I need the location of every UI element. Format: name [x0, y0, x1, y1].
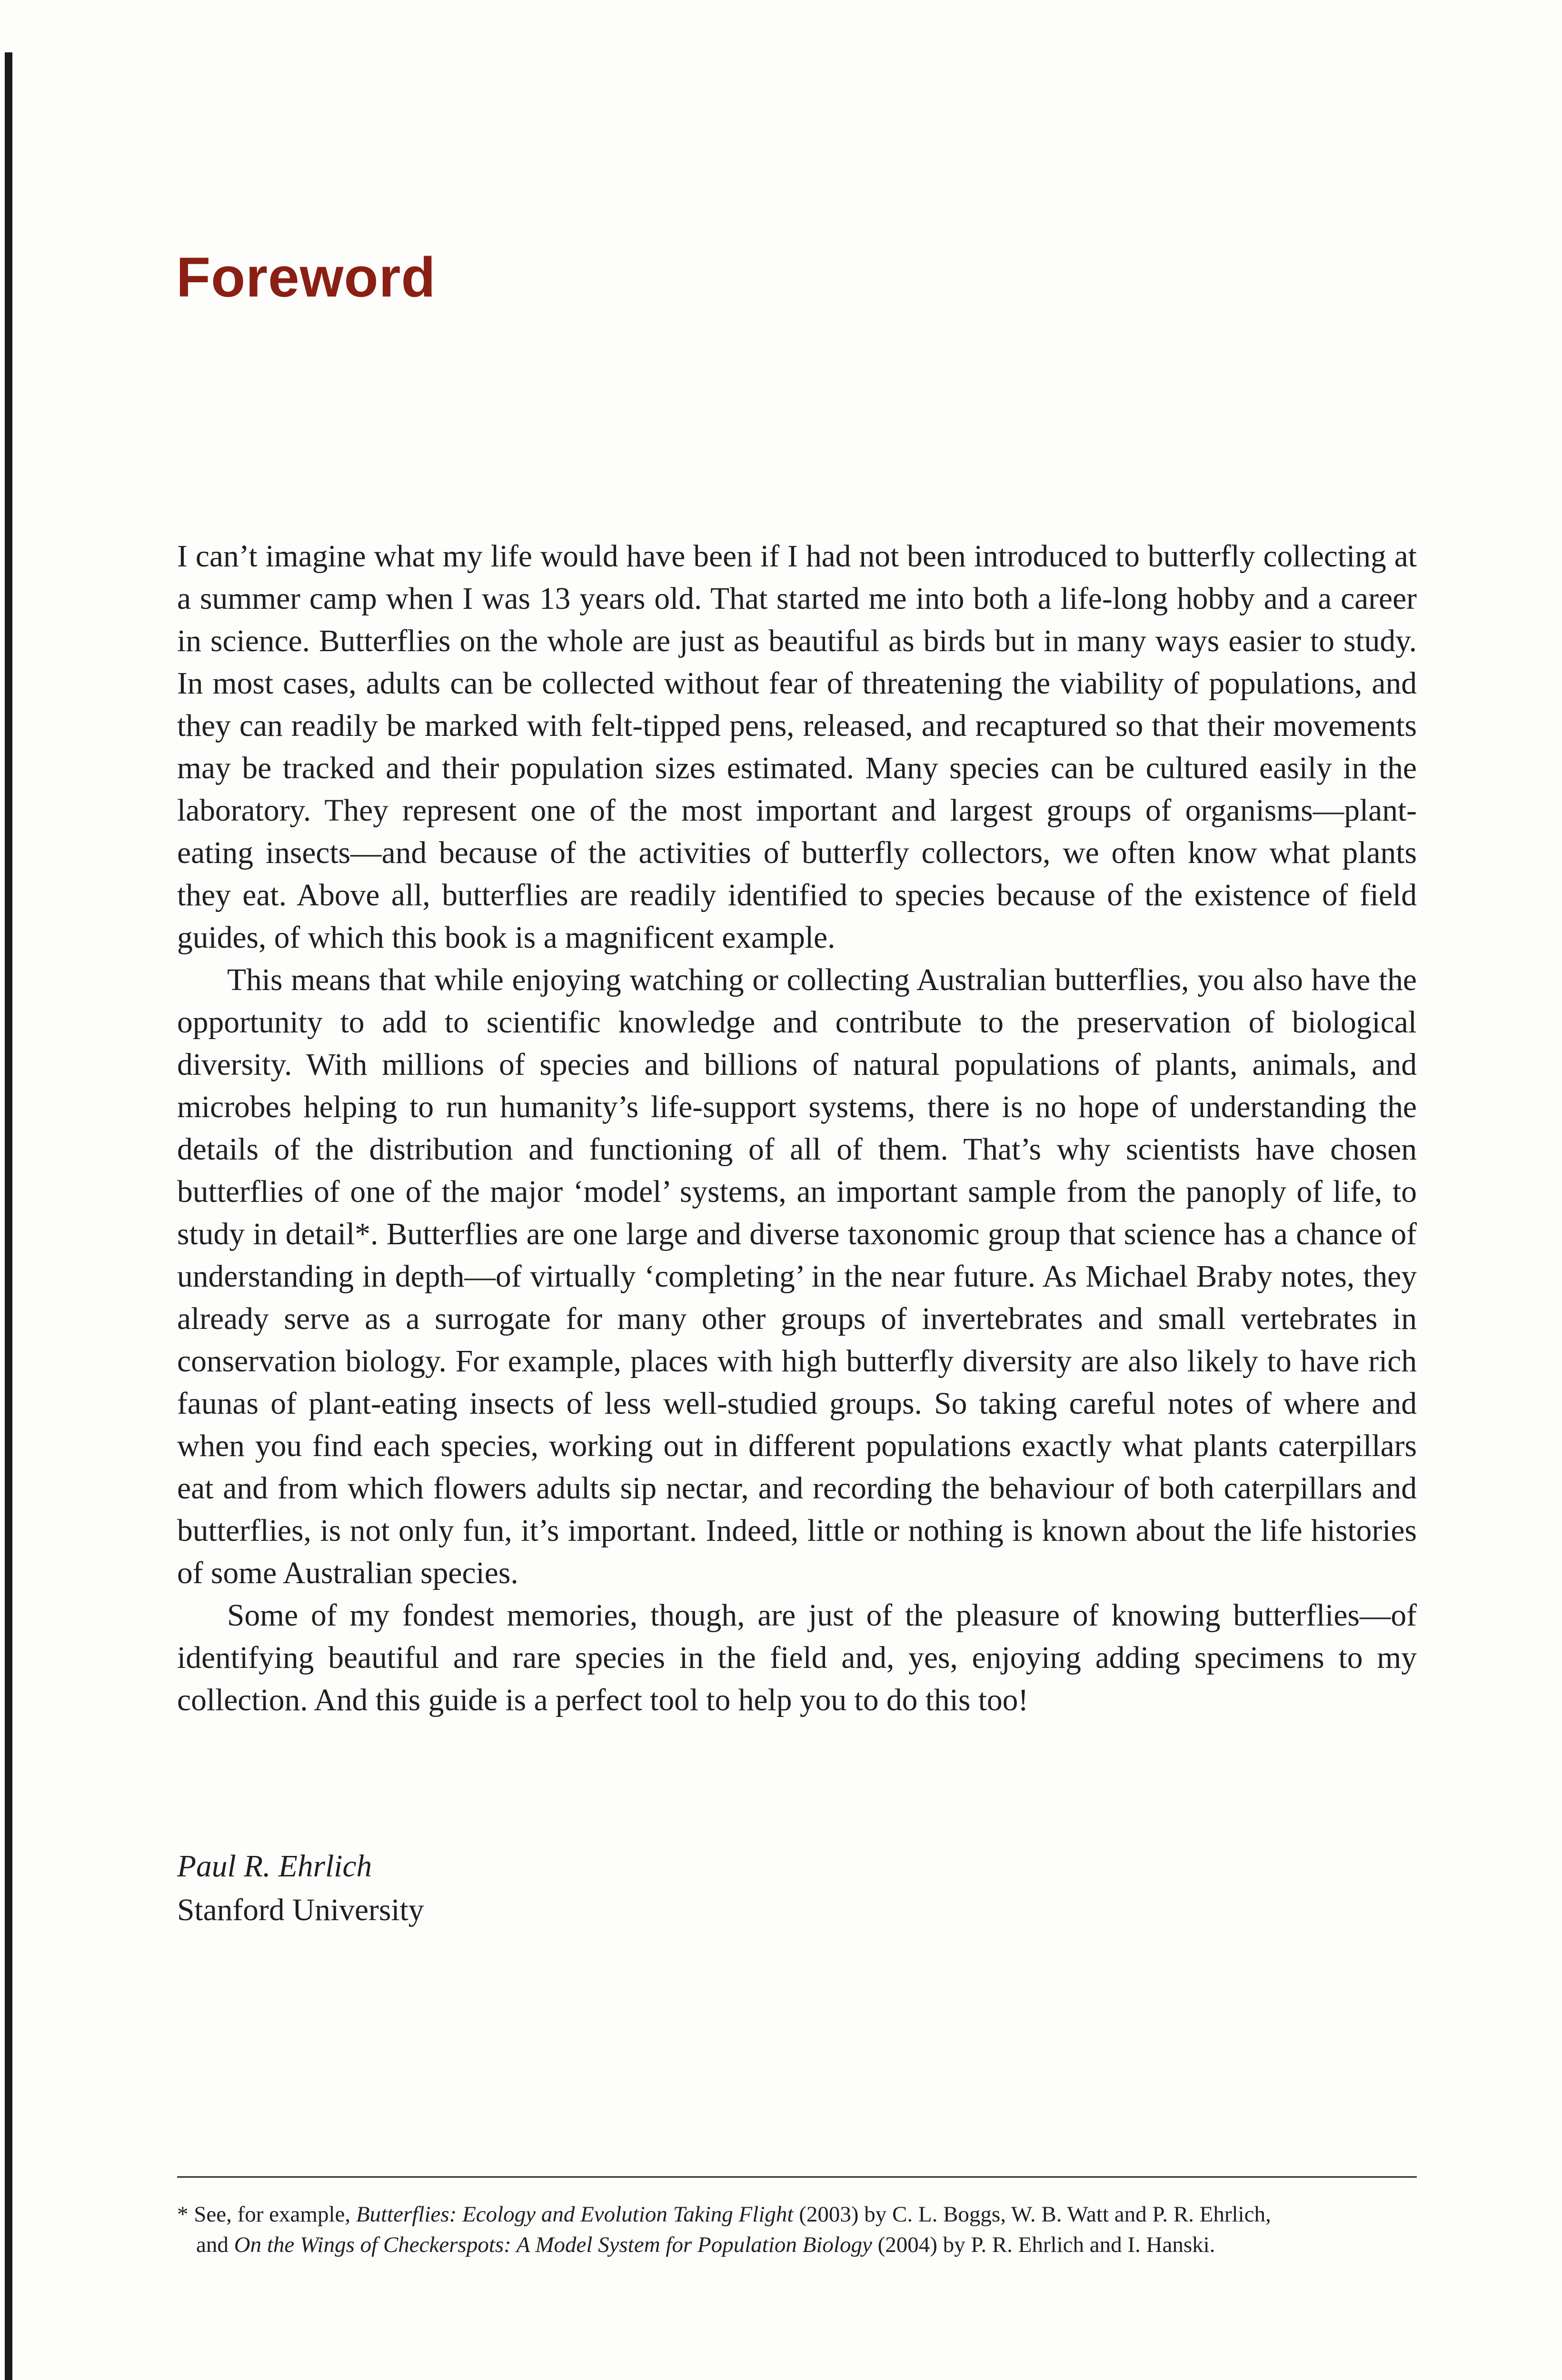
paragraph-1: I can’t imagine what my life would have been if I had not been introduced to butterfly collecting at a summer camp when I was 13 years old. That started me into both a life-long hobby and a career in science. Butterflies on the whole are just as beautiful as birds but in many ways easier to study. In most cases, adults can be collected without fear of threatening the viability of populations, and they can readily be marked with felt-tipped pens, released, and recaptured so that their movements may be tracked and their population sizes estimated. Many species can be cultured easily in the laboratory. They represent one of the most important and largest groups of organisms—plant-eating insects—and because of the activities of butterfly collectors, we often know what plants they eat. Above all, butterflies are readily identified to species because of the existence of field guides, of which this book is a magnificent example.: [177, 539, 1417, 955]
foreword-body: [177, 536, 1417, 1722]
book-spine-edge: [5, 52, 12, 2380]
footnote-citation-1: (2003) by C. L. Boggs, W. B. Watt and P. R. Ehrlich,: [793, 2202, 1271, 2227]
signature-block: [177, 1844, 424, 1932]
footnote-line-2: [177, 2230, 1417, 2260]
paragraph-3: Some of my fondest memories, though, are just of the pleasure of knowing butterflies—of identifying beautiful and rare species in the field and, yes, enjoying adding specimens to my collection. And this guide is a perfect tool to help you to do this too!: [177, 1598, 1417, 1717]
footnote: [177, 2199, 1417, 2260]
footnote-book-title-2: On the Wings of Checkerspots: A Model System for Population Biology: [234, 2232, 872, 2257]
footnote-citation-2: (2004) by P. R. Ehrlich and I. Hanski.: [872, 2232, 1215, 2257]
footnote-and: and: [196, 2232, 234, 2257]
footnote-book-title-1: Butterflies: Ecology and Evolution Taking Flight: [356, 2202, 794, 2227]
paragraph-2: This means that while enjoying watching or collecting Australian butterflies, you also have the opportunity to add to scientific knowledge and contribute to the preservation of biological diversity. With millions of species and billions of natural populations of plants, animals, and microbes helping to run humanity’s life-support systems, there is no hope of understanding the details of the distribution and functioning of all of them. That’s why scientists have chosen butterflies of one of the major ‘model’ systems, an important sample from the panoply of life, to study in detail*. Butterflies are one large and diverse taxonomic group that science has a chance of understanding in depth—of virtually ‘completing’ in the near future. As Michael Braby notes, they already serve as a surrogate for many other groups of invertebrates and small vertebrates in conservation biology. For example, places with high butterfly diversity are also likely to have rich faunas of plant-eating insects of less well-studied groups. So taking careful notes of where and when you find each species, working out in different populations exactly what plants caterpillars eat and from which flowers adults sip nectar, and recording the behaviour of both caterpillars and butterflies, is not only fun, it’s important. Indeed, little or nothing is known about the life histories of some Australian species.: [177, 963, 1417, 1590]
footnote-lead: * See, for example,: [177, 2202, 356, 2227]
footnote-divider: [177, 2176, 1417, 2178]
author-name: Paul R. Ehrlich: [177, 1849, 372, 1884]
footnote-line-1: [177, 2199, 1417, 2230]
author-affiliation: Stanford University: [177, 1893, 424, 1927]
page-title: Foreword: [176, 246, 436, 309]
